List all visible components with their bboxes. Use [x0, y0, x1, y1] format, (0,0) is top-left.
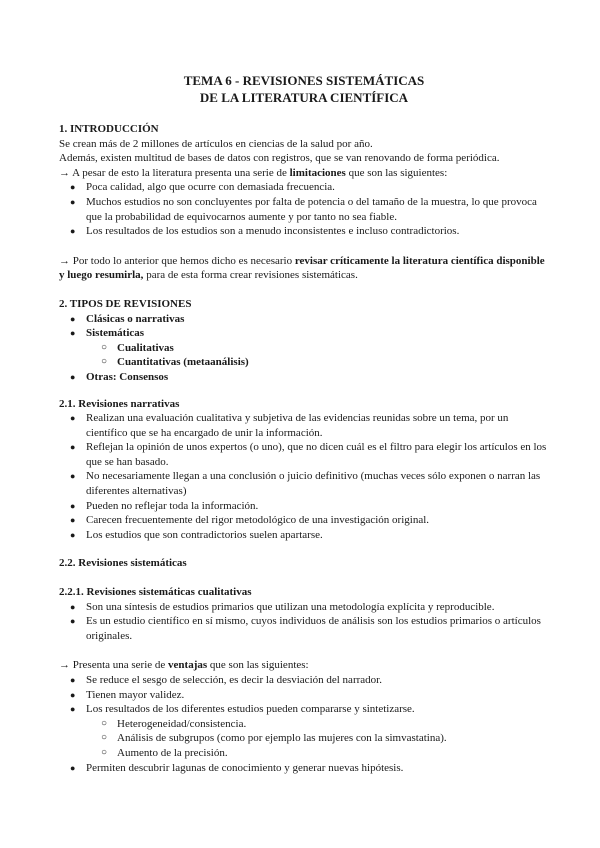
circle-bullet-icon: ○ [101, 732, 108, 744]
bullet-icon: ● [70, 762, 76, 773]
list-item-text: Cualitativas [117, 341, 174, 354]
list-item-text: No necesariamente llegan a una conclusión o juicio definitivo (muchas veces sólo exponen o narran las diferentes alternativas) [86, 470, 541, 498]
intro-paragraph-2: Además, existen multitud de bases de datos con registros, que se van renovando de forma periódica. [59, 152, 500, 165]
text-run: → A pesar de esto la literatura presenta una serie de [59, 166, 290, 179]
document-page [59, 72, 549, 775]
list-item-text: Pueden no reflejar toda la información. [86, 499, 259, 512]
text-run: que son las siguientes: [207, 659, 309, 672]
bullet-icon: ● [70, 500, 76, 511]
list-item-text: Reflejan la opinión de unos expertos (o uno), que no dicen cuál es el filtro para elegir los artículos en los que se han basado. [86, 441, 547, 468]
list-subitem [59, 341, 549, 356]
bullet-icon: ● [70, 689, 76, 700]
list-item-text: Carecen frecuentemente del rigor metodológico de una investigación original. [86, 514, 430, 527]
list-item [59, 312, 549, 327]
list-subitem [59, 731, 549, 746]
list-item-text: Tienen mayor validez. [86, 688, 185, 701]
text-run: para de esta forma crear revisiones sistemáticas. [143, 269, 358, 282]
list-item [59, 673, 549, 688]
narrativas-list [59, 411, 549, 542]
list-item [59, 411, 549, 440]
intro-paragraph-4 [59, 254, 549, 283]
list-item-text: Es un estudio científico en sí mismo, cuyos individuos de análisis son los estudios primarios o artículos originales. [86, 615, 541, 642]
list-item-text: Análisis de subgrupos (como por ejemplo las mujeres con la simvastatina). [117, 732, 447, 745]
text-run: que son las siguientes: [345, 166, 448, 179]
bullet-icon: ● [70, 328, 76, 339]
circle-bullet-icon: ○ [101, 746, 108, 758]
text-run: → Presenta una serie de [59, 659, 169, 672]
heading-narrativas: 2.1. Revisiones narrativas [59, 397, 180, 410]
bullet-icon: ● [70, 413, 76, 424]
text-run: → Por todo lo anterior que hemos dicho es necesario [59, 254, 295, 267]
circle-bullet-icon: ○ [101, 717, 108, 729]
list-item-text: Heterogeneidad/consistencia. [117, 717, 247, 730]
list-item-text: Sistemáticas [86, 327, 145, 340]
bold-text: limitaciones [289, 166, 346, 179]
heading-introduccion: 1. INTRODUCCIÓN [59, 123, 159, 135]
list-item-text: Muchos estudios no son concluyentes por falta de potencia o del tamaño de la muestra, lo que provoca que la probabilidad de equivocarnos aumente y por tanto no sea fiable. [86, 195, 537, 223]
list-item-text: Permiten descubrir lagunas de conocimiento y generar nuevas hipótesis. [86, 761, 404, 774]
list-item-text: Otras: Consensos [86, 370, 169, 383]
list-item-text: Son una síntesis de estudios primarios que utilizan una metodología explícita y reproducible. [86, 600, 495, 613]
bullet-icon: ● [70, 226, 76, 237]
heading-sistematicas: 2.2. Revisiones sistemáticas [59, 557, 187, 570]
title-line-2: DE LA LITERATURA CIENTÍFICA [199, 90, 409, 105]
intro-paragraph-3 [59, 166, 549, 181]
bullet-icon: ● [70, 529, 76, 540]
bullet-icon: ● [70, 704, 76, 715]
title-line-1: TEMA 6 - REVISIONES SISTEMÁTICAS [183, 73, 425, 88]
bullet-icon: ● [70, 371, 76, 382]
bullet-icon: ● [70, 196, 76, 207]
cualitativas-list [59, 600, 549, 644]
bold-text: ventajas [168, 659, 208, 672]
bold-text: revisar críticamente la literatura científica disponible y luego resumirla, [59, 254, 545, 282]
list-item [59, 370, 549, 385]
bullet-icon: ● [70, 601, 76, 612]
list-item [59, 499, 549, 514]
list-item [59, 224, 549, 239]
list-subitem [59, 355, 549, 370]
list-item [59, 702, 549, 717]
list-subitem [59, 746, 549, 761]
bullet-icon: ● [70, 515, 76, 526]
circle-bullet-icon: ○ [101, 356, 108, 368]
list-item [59, 761, 549, 776]
circle-bullet-icon: ○ [101, 341, 108, 353]
bullet-icon: ● [70, 616, 76, 627]
bullet-icon: ● [70, 313, 76, 324]
list-item [59, 614, 549, 643]
list-item [59, 688, 549, 703]
tipos-list [59, 312, 549, 385]
list-item [59, 195, 549, 224]
document-title [59, 72, 549, 106]
heading-cualitativas: 2.2.1. Revisiones sistemáticas cualitativas [59, 586, 252, 599]
list-subitem [59, 717, 549, 732]
ventajas-paragraph [59, 658, 549, 673]
list-item [59, 513, 549, 528]
limitaciones-list [59, 180, 549, 238]
list-item [59, 528, 549, 543]
list-item-text: Aumento de la precisión. [117, 746, 228, 759]
bullet-icon: ● [70, 471, 76, 482]
list-item-text: Poca calidad, algo que ocurre con demasiada frecuencia. [86, 181, 335, 194]
ventajas-list [59, 673, 549, 775]
list-item [59, 600, 549, 615]
list-item-text: Los resultados de los diferentes estudios pueden compararse y sintetizarse. [86, 703, 415, 716]
bullet-icon: ● [70, 675, 76, 685]
bullet-icon: ● [70, 182, 76, 193]
list-item-text: Clásicas o narrativas [86, 312, 185, 325]
list-item-text: Realizan una evaluación cualitativa y subjetiva de las evidencias reunidas sobre un tema, por un científico que se ha encargado de unir la información. [86, 412, 509, 439]
list-item [59, 469, 549, 498]
bullet-icon: ● [70, 442, 76, 453]
list-item-text: Se reduce el sesgo de selección, es decir la desviación del narrador. [86, 674, 382, 686]
list-item [59, 180, 549, 195]
list-item-text: Cuantitativas (metaanálisis) [117, 356, 249, 369]
heading-tipos: 2. TIPOS DE REVISIONES [59, 297, 192, 310]
list-item [59, 326, 549, 341]
list-item-text: Los estudios que son contradictorios suelen apartarse. [86, 528, 323, 541]
list-item-text: Los resultados de los estudios son a menudo inconsistentes e incluso contradictorios. [86, 225, 460, 238]
intro-paragraph-1: Se crean más de 2 millones de artículos en ciencias de la salud por año. [59, 137, 373, 150]
list-item [59, 440, 549, 469]
